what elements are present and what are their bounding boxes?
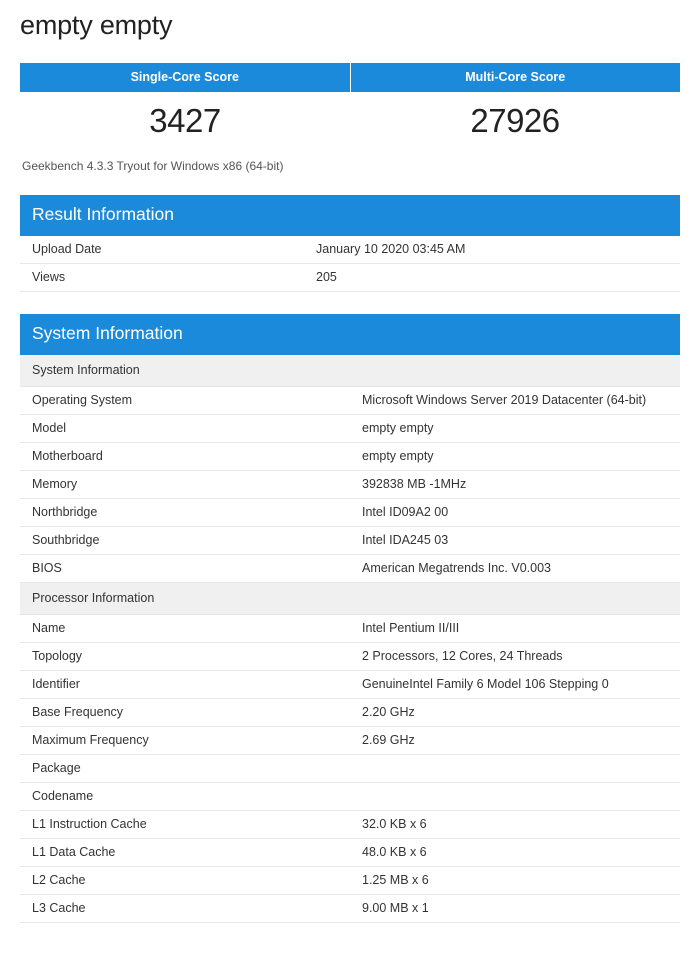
row-value: 9.00 MB x 1 bbox=[350, 895, 680, 923]
row-key: Topology bbox=[20, 643, 350, 671]
multi-core-score-value: 27926 bbox=[470, 102, 560, 139]
table-row bbox=[20, 555, 680, 583]
table-row bbox=[20, 643, 680, 671]
row-key: L2 Cache bbox=[20, 867, 350, 895]
table-row bbox=[20, 527, 680, 555]
row-value: 1.25 MB x 6 bbox=[350, 867, 680, 895]
subheader-label: System Information bbox=[20, 355, 680, 387]
multi-core-score-label: Multi-Core Score bbox=[350, 63, 680, 92]
row-value: 2 Processors, 12 Cores, 24 Threads bbox=[350, 643, 680, 671]
single-core-score-label: Single-Core Score bbox=[20, 63, 350, 92]
row-value: 2.69 GHz bbox=[350, 727, 680, 755]
row-key: L1 Data Cache bbox=[20, 839, 350, 867]
single-core-score-value: 3427 bbox=[149, 102, 221, 139]
score-summary-table bbox=[20, 63, 680, 153]
subheader-label: Processor Information bbox=[20, 583, 680, 615]
row-key: Northbridge bbox=[20, 499, 350, 527]
table-subheader bbox=[20, 583, 680, 615]
table-row bbox=[20, 699, 680, 727]
row-value: American Megatrends Inc. V0.003 bbox=[350, 555, 680, 583]
row-value: 32.0 KB x 6 bbox=[350, 811, 680, 839]
row-value: 48.0 KB x 6 bbox=[350, 839, 680, 867]
row-value bbox=[350, 755, 680, 783]
row-value: 205 bbox=[304, 264, 680, 292]
row-key: Memory bbox=[20, 471, 350, 499]
row-key: Model bbox=[20, 415, 350, 443]
table-row bbox=[20, 839, 680, 867]
system-information-table bbox=[20, 355, 680, 923]
row-value: Intel ID09A2 00 bbox=[350, 499, 680, 527]
table-row bbox=[20, 443, 680, 471]
row-value: January 10 2020 03:45 AM bbox=[304, 236, 680, 264]
row-key: BIOS bbox=[20, 555, 350, 583]
row-value: empty empty bbox=[350, 415, 680, 443]
table-row bbox=[20, 671, 680, 699]
row-key: Motherboard bbox=[20, 443, 350, 471]
row-value: empty empty bbox=[350, 443, 680, 471]
row-value: GenuineIntel Family 6 Model 106 Stepping 0 bbox=[350, 671, 680, 699]
row-key: L3 Cache bbox=[20, 895, 350, 923]
result-page bbox=[20, 10, 680, 955]
row-key: Identifier bbox=[20, 671, 350, 699]
page-title: empty empty bbox=[20, 10, 173, 40]
row-key: Views bbox=[20, 264, 304, 292]
row-value: 2.20 GHz bbox=[350, 699, 680, 727]
row-key: Southbridge bbox=[20, 527, 350, 555]
table-row bbox=[20, 499, 680, 527]
row-value bbox=[350, 783, 680, 811]
table-row bbox=[20, 415, 680, 443]
row-key: L1 Instruction Cache bbox=[20, 811, 350, 839]
row-key: Package bbox=[20, 755, 350, 783]
table-row bbox=[20, 727, 680, 755]
system-information-heading: System Information bbox=[20, 314, 680, 355]
benchmark-version-note: Geekbench 4.3.3 Tryout for Windows x86 (64-bit) bbox=[22, 159, 284, 173]
row-value: Intel IDA245 03 bbox=[350, 527, 680, 555]
table-row bbox=[20, 264, 680, 292]
row-key: Maximum Frequency bbox=[20, 727, 350, 755]
row-value: Microsoft Windows Server 2019 Datacenter (64-bit) bbox=[350, 387, 680, 415]
table-row bbox=[20, 811, 680, 839]
table-row bbox=[20, 387, 680, 415]
table-row bbox=[20, 471, 680, 499]
table-row bbox=[20, 755, 680, 783]
row-key: Name bbox=[20, 615, 350, 643]
row-key: Upload Date bbox=[20, 236, 304, 264]
row-value: 392838 MB -1MHz bbox=[350, 471, 680, 499]
table-row bbox=[20, 867, 680, 895]
table-row bbox=[20, 615, 680, 643]
row-key: Operating System bbox=[20, 387, 350, 415]
result-information-heading: Result Information bbox=[20, 195, 680, 236]
row-value: Intel Pentium II/III bbox=[350, 615, 680, 643]
row-key: Codename bbox=[20, 783, 350, 811]
table-row bbox=[20, 895, 680, 923]
table-subheader bbox=[20, 355, 680, 387]
row-key: Base Frequency bbox=[20, 699, 350, 727]
result-information-table bbox=[20, 236, 680, 292]
table-row bbox=[20, 783, 680, 811]
table-row bbox=[20, 236, 680, 264]
